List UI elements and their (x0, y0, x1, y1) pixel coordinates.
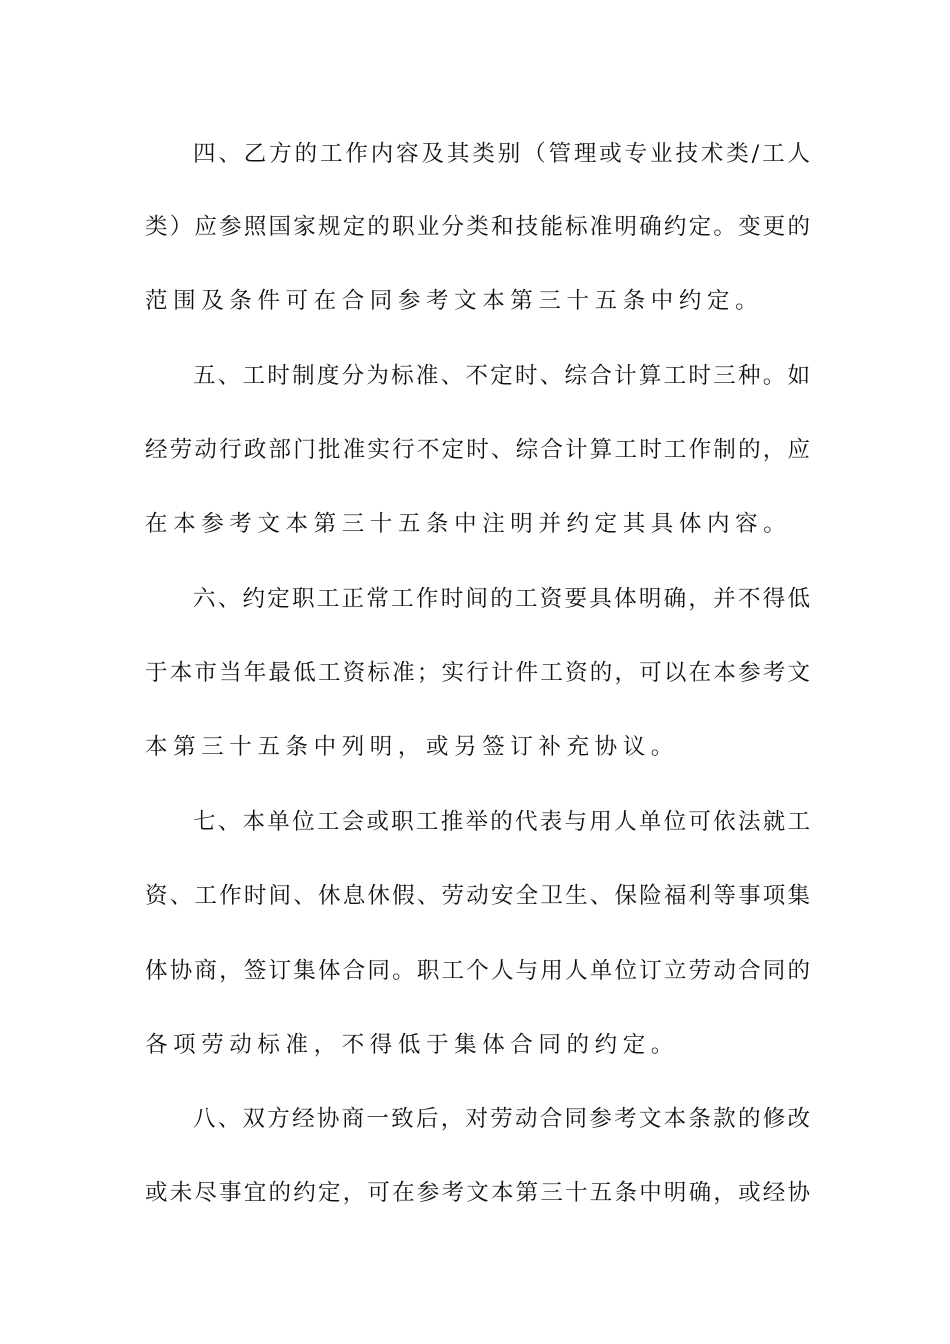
paragraph-4-line-3: 范围及条件可在合同参考文本第三十五条中约定。 (145, 288, 764, 314)
paragraph-7-line-1: 七、本单位工会或职工推举的代表与用人单位可依法就工 (193, 809, 810, 835)
paragraph-7-line-3: 体协商，签订集体合同。职工个人与用人单位订立劳动合同的 (145, 958, 810, 984)
paragraph-8-line-1: 八、双方经协商一致后，对劳动合同参考文本条款的修改 (193, 1106, 810, 1132)
paragraph-6-line-2: 于本市当年最低工资标准；实行计件工资的，可以在本参考文 (145, 660, 810, 686)
paragraph-4-line-2: 类）应参照国家规定的职业分类和技能标准明确约定。变更的 (145, 214, 810, 240)
paragraph-5-line-3: 在本参考文本第三十五条中注明并约定其具体内容。 (145, 511, 792, 537)
paragraph-5-line-1: 五、工时制度分为标准、不定时、综合计算工时三种。如 (193, 363, 810, 389)
paragraph-4-line-1: 四、乙方的工作内容及其类别（管理或专业技术类/工人 (193, 141, 810, 167)
paragraph-6-line-1: 六、约定职工正常工作时间的工资要具体明确，并不得低 (193, 586, 810, 612)
paragraph-5-line-2: 经劳动行政部门批准实行不定时、综合计算工时工作制的，应 (145, 437, 810, 463)
paragraph-8-line-2: 或未尽事宜的约定，可在参考文本第三十五条中明确，或经协 (145, 1180, 810, 1206)
paragraph-7-line-2: 资、工作时间、休息休假、劳动安全卫生、保险福利等事项集 (145, 883, 810, 909)
paragraph-7-line-4: 各项劳动标准，不得低于集体合同的约定。 (145, 1032, 679, 1058)
paragraph-6-line-3: 本第三十五条中列明，或另签订补充协议。 (145, 734, 679, 760)
